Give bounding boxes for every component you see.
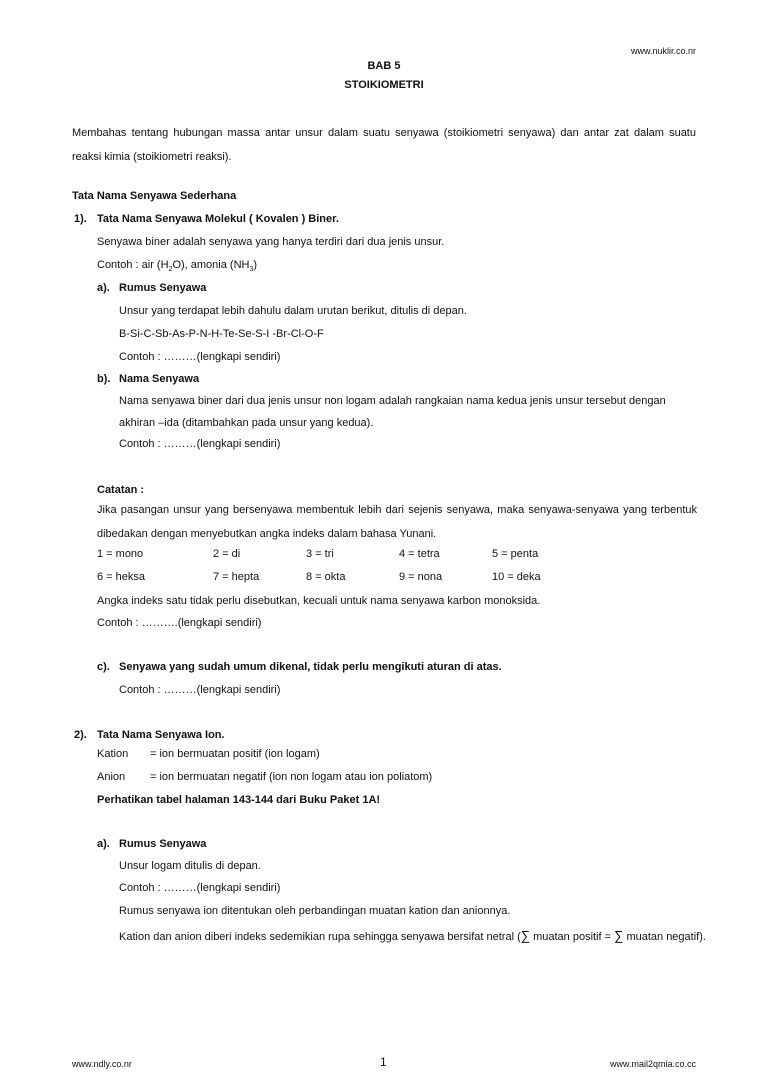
s1c-example: Contoh : ………(lengkapi sendiri) (119, 684, 281, 696)
greek-index-4: 4 = tetra (399, 548, 440, 560)
greek-index-9: 9 = nona (399, 571, 443, 583)
s1-number: 1). (74, 213, 87, 225)
greek-index-2: 2 = di (213, 548, 241, 560)
s1c-label: c). (97, 661, 110, 673)
s2a-line4: Kation dan anion diberi indeks sedemikian rupa sehingga senyawa bersifat netral (∑ muatan positif = ∑ muatan negatif). (119, 928, 706, 943)
s1b-label: b). (97, 373, 111, 385)
s1a-title: Rumus Senyawa (119, 282, 207, 294)
s1c-title: Senyawa yang sudah umum dikenal, tidak perlu mengikuti aturan di atas. (119, 661, 502, 673)
anion-label: Anion (97, 771, 126, 783)
note-text: Jika pasangan unsur yang bersenyawa membentuk lebih dari sejenis senyawa, maka senyawa-senyawa yang terbentuk dibedakan dengan menyebutkan angka indeks dalam bahasa Yunani. (97, 504, 697, 540)
s1a-label: a). (97, 282, 110, 294)
intro-paragraph: Membahas tentang hubungan massa antar unsur dalam suatu senyawa (stoikiometri senyawa) dan antar zat dalam suatu reaksi kimia (stoikiometri reaksi). (72, 127, 696, 163)
s1a-line1: Unsur yang terdapat lebih dahulu dalam urutan berikut, ditulis di depan. (119, 305, 467, 317)
s1a-line2: B-Si-C-Sb-As-P-N-H-Te-Se-S-I -Br-Cl-O-F (119, 328, 324, 340)
s2-note: Perhatikan tabel halaman 143-144 dari Buku Paket 1A! (97, 794, 381, 806)
s1-title: Tata Nama Senyawa Molekul ( Kovalen ) Biner. (97, 213, 339, 225)
page-number: 1 (380, 1055, 387, 1069)
s2a-line1: Unsur logam ditulis di depan. (119, 860, 261, 872)
s1b-text: Nama senyawa biner dari dua jenis unsur non logam adalah rangkaian nama kedua jenis unsur tersebut dengan akhiran –ida (ditambahkan pada unsur yang kedua). (119, 395, 666, 429)
footer-left: www.ndly.co.nr (72, 1059, 132, 1069)
s1a-line3: Contoh : ………(lengkapi sendiri) (119, 351, 281, 363)
sum-symbol: ∑ (614, 928, 624, 943)
note-example: Contoh : ……….(lengkapi sendiri) (97, 617, 262, 629)
footer-right: www.mail2qmia.co.cc (609, 1059, 696, 1069)
header-site: www.nuklir.co.nr (630, 46, 696, 56)
s2-number: 2). (74, 729, 87, 741)
s1-desc: Senyawa biner adalah senyawa yang hanya terdiri dari dua jenis unsur. (97, 236, 445, 248)
greek-index-10: 10 = deka (492, 571, 541, 583)
greek-index-1: 1 = mono (97, 548, 144, 560)
s2a-line3: Rumus senyawa ion ditentukan oleh perbandingan muatan kation dan anionnya. (119, 905, 511, 917)
greek-index-3: 3 = tri (306, 548, 334, 560)
greek-index-7: 7 = hepta (213, 571, 260, 583)
greek-index-8: 8 = okta (306, 571, 346, 583)
s2-title: Tata Nama Senyawa Ion. (97, 729, 225, 741)
section-heading: Tata Nama Senyawa Sederhana (72, 190, 237, 202)
s2a-line2: Contoh : ………(lengkapi sendiri) (119, 882, 281, 894)
kation-text: = ion bermuatan positif (ion logam) (150, 748, 320, 760)
s2a-label: a). (97, 838, 110, 850)
anion-text: = ion bermuatan negatif (ion non logam atau ion poliatom) (150, 771, 433, 783)
sum-symbol: ∑ (520, 928, 531, 943)
note-index-line: Angka indeks satu tidak perlu disebutkan, kecuali untuk nama senyawa karbon monoksida. (97, 595, 541, 607)
s2a-title: Rumus Senyawa (119, 838, 207, 850)
s1b-title: Nama Senyawa (119, 373, 200, 385)
chapter-label: BAB 5 (367, 60, 401, 72)
greek-index-6: 6 = heksa (97, 571, 146, 583)
note-title: Catatan : (97, 484, 145, 496)
kation-label: Kation (97, 748, 129, 760)
s1-example: Contoh : air $(H_2O)$, amonia $(NH_3)$ (97, 259, 258, 274)
page-title: STOIKIOMETRI (344, 79, 424, 91)
s1b-example: Contoh : ………(lengkapi sendiri) (119, 438, 281, 450)
greek-index-5: 5 = penta (492, 548, 539, 560)
